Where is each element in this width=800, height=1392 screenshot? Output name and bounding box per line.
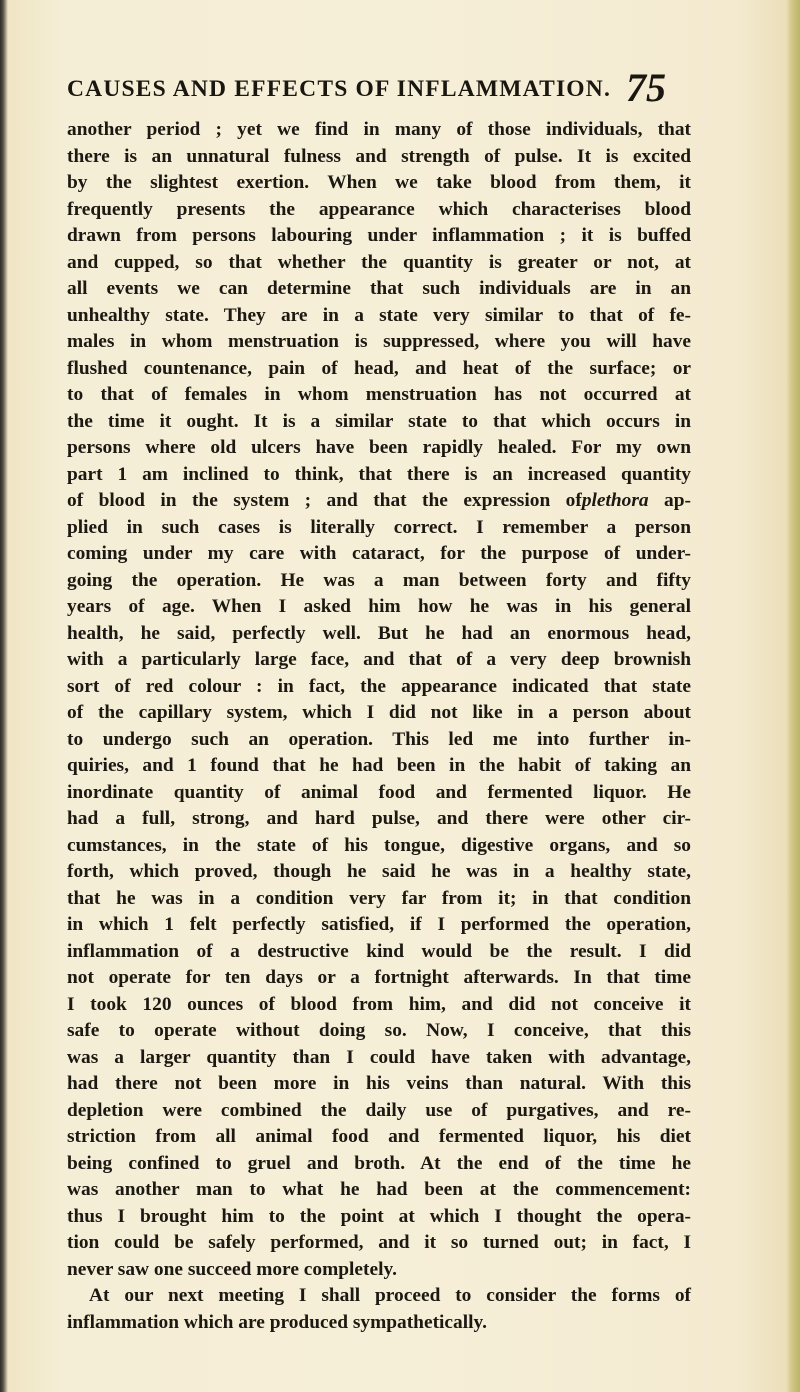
text-line: tion could be safely performed, and it so turned out; in fact, I bbox=[67, 1232, 691, 1253]
text-line: in which 1 felt perfectly satisfied, if I performed the operation, bbox=[67, 914, 691, 935]
line-lead: of blood in the system ; and that the expression of bbox=[67, 490, 582, 511]
text-line: all events we can determine that such individuals are in an bbox=[67, 278, 691, 299]
body-text bbox=[67, 117, 691, 1333]
running-head bbox=[67, 65, 687, 110]
page-edge-discoloration bbox=[786, 0, 800, 1392]
text-line: quiries, and 1 found that he had been in the habit of taking an bbox=[67, 755, 691, 776]
text-line: flushed countenance, pain of head, and heat of the surface; or bbox=[67, 357, 691, 379]
text-line: frequently presents the appearance which characterises blood bbox=[67, 198, 691, 220]
text-line: cumstances, in the state of his tongue, digestive organs, and so bbox=[67, 834, 691, 856]
text-line: not operate for ten days or a fortnight afterwards. In that time bbox=[67, 967, 691, 988]
text-line: and cupped, so that whether the quantity is greater or not, at bbox=[67, 251, 691, 273]
text-line: to undergo such an operation. This led me into further in- bbox=[67, 728, 691, 750]
text-line: I took 120 ounces of blood from him, and did not conceive it bbox=[67, 993, 691, 1015]
text-line: sort of red colour : in fact, the appearance indicated that state bbox=[67, 675, 691, 697]
running-head-title: CAUSES AND EFFECTS OF INFLAMMATION. bbox=[67, 76, 612, 102]
line-tail: ap- bbox=[648, 490, 691, 511]
text-line: there is an unnatural fulness and strength of pulse. It is excited bbox=[67, 145, 691, 167]
text-line: inordinate quantity of animal food and fermented liquor. He bbox=[67, 781, 691, 803]
text-line: had a full, strong, and hard pulse, and there were other cir- bbox=[67, 808, 691, 829]
text-line: part 1 am inclined to think, that there is an increased quantity bbox=[67, 463, 691, 485]
text-line: safe to operate without doing so. Now, I conceive, that this bbox=[67, 1020, 691, 1041]
text-line: coming under my care with cataract, for the purpose of under- bbox=[67, 543, 691, 564]
italic-term: plethora bbox=[581, 490, 649, 511]
text-line: health, he said, perfectly well. But he had an enormous head, bbox=[67, 622, 691, 644]
text-line: striction from all animal food and fermented liquor, his diet bbox=[67, 1126, 691, 1147]
text-line: had there not been more in his veins than natural. With this bbox=[67, 1073, 691, 1094]
text-line: with a particularly large face, and that of a very deep brownish bbox=[67, 649, 691, 670]
text-line: depletion were combined the daily use of purgatives, and re- bbox=[67, 1099, 691, 1121]
text-line: going the operation. He was a man between forty and fifty bbox=[67, 569, 691, 591]
page-number: 75 bbox=[626, 65, 666, 110]
text-line: to that of females in whom menstruation has not occurred at bbox=[67, 384, 691, 405]
text-line: years of age. When I asked him how he was in his general bbox=[67, 596, 691, 617]
text-line: that he was in a condition very far from it; in that condition bbox=[67, 887, 691, 909]
text-line: was a larger quantity than I could have taken with advantage, bbox=[67, 1046, 691, 1068]
text-line: males in whom menstruation is suppressed, where you will have bbox=[67, 331, 691, 352]
text-line: another period ; yet we find in many of those individuals, that bbox=[67, 119, 691, 140]
text-line: of the capillary system, which I did not like in a person about bbox=[67, 702, 691, 723]
text-line: was another man to what he had been at the commencement: bbox=[67, 1179, 691, 1200]
text-line: plied in such cases is literally correct. I remember a person bbox=[67, 516, 691, 538]
text-line: forth, which proved, though he said he was in a healthy state, bbox=[67, 861, 691, 882]
text-line: At our next meeting I shall proceed to consider the forms of bbox=[89, 1285, 691, 1306]
text-line: drawn from persons labouring under inflammation ; it is buffed bbox=[67, 225, 691, 246]
text-line: unhealthy state. They are in a state very similar to that of fe- bbox=[67, 304, 691, 326]
text-line: being confined to gruel and broth. At the end of the time he bbox=[67, 1152, 691, 1174]
text-line: persons where old ulcers have been rapidly healed. For my own bbox=[67, 437, 691, 458]
page-binding-shadow bbox=[0, 0, 8, 1392]
paragraph-end-line: inflammation which are produced sympathetically. bbox=[67, 1311, 487, 1333]
text-line: thus I brought him to the point at which I thought the opera- bbox=[67, 1205, 691, 1227]
text-line: inflammation of a destructive kind would be the result. I did bbox=[67, 940, 691, 962]
text-line: by the slightest exertion. When we take blood from them, it bbox=[67, 172, 691, 193]
text-line-with-italic bbox=[67, 488, 691, 515]
paragraph-end-line: never saw one succeed more completely. bbox=[67, 1258, 397, 1280]
text-line: the time it ought. It is a similar state to that which occurs in bbox=[67, 410, 691, 432]
